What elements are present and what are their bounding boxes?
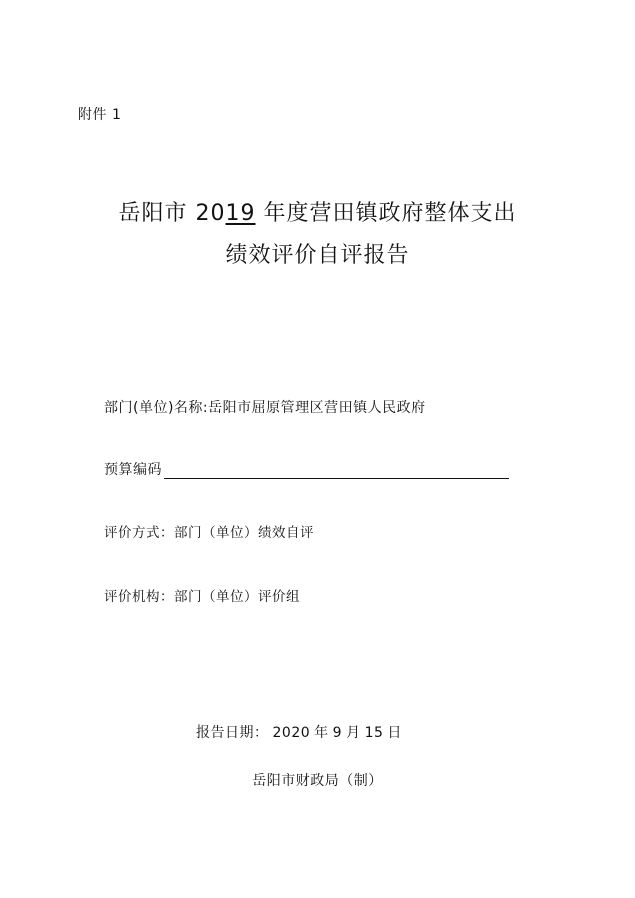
report-title-line-2: 绩效评价自评报告 (225, 243, 410, 268)
report-date-day: 15 (364, 725, 384, 741)
title-suffix: 年度营田镇政府整体支出 (255, 201, 517, 226)
report-title-line-1 (0, 196, 635, 227)
title-prefix: 岳阳市 20 (118, 201, 226, 226)
report-date-month-unit: 月 (346, 725, 361, 741)
report-date-label: 报告日期： (196, 725, 269, 741)
report-date-year: 2020 (272, 725, 311, 741)
budget-code-label: 预算编码 (104, 462, 162, 478)
budget-code-field (104, 459, 509, 479)
attachment-label: 附件 1 (78, 107, 122, 123)
title-year-underlined: 19 (225, 201, 256, 226)
evaluation-method-field: 评价方式：部门（单位）绩效自评 (104, 525, 314, 541)
report-date-month: 9 (332, 725, 343, 741)
report-date (196, 722, 406, 742)
budget-code-blank-line (164, 462, 509, 479)
department-name-field: 部门(单位)名称:岳阳市屈原管理区营田镇人民政府 (104, 400, 426, 416)
issuer-label: 岳阳市财政局（制） (252, 773, 383, 789)
report-date-day-unit: 日 (387, 725, 402, 741)
report-date-year-unit: 年 (314, 725, 329, 741)
evaluation-org-field: 评价机构：部门（单位）评价组 (104, 589, 300, 605)
